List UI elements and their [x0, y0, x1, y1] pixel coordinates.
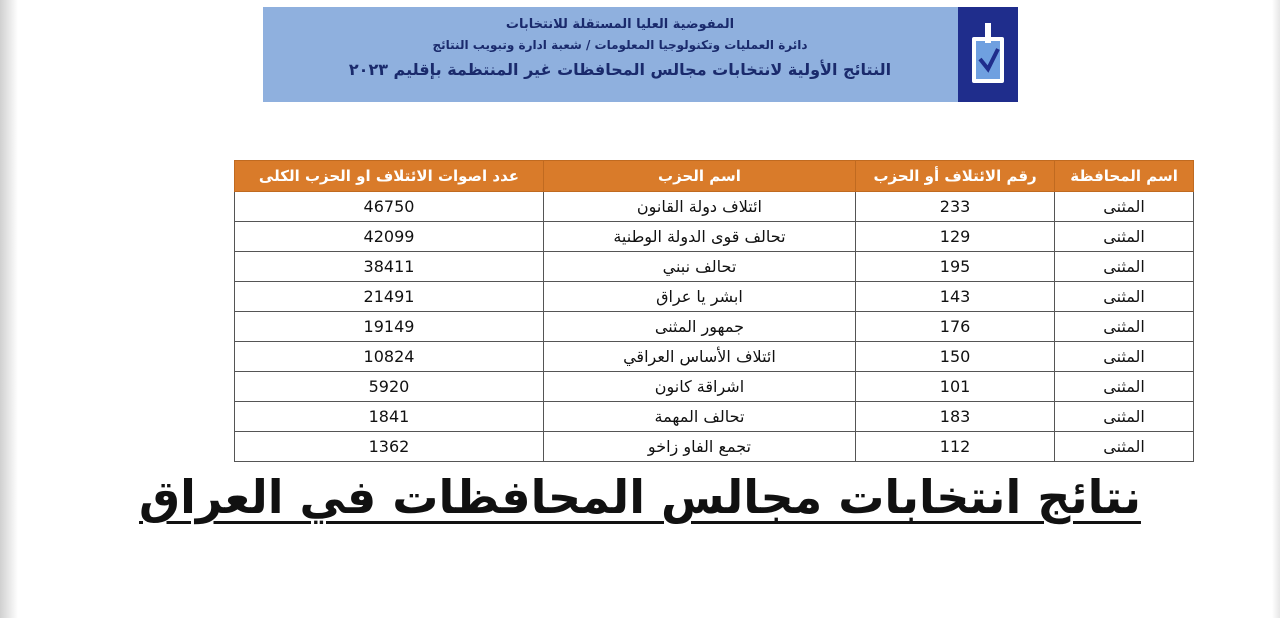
- cell-party-name: تحالف نبني: [543, 252, 855, 282]
- cell-party-number: 101: [855, 372, 1054, 402]
- table-row: [235, 312, 1194, 342]
- cell-governorate: المثنى: [1055, 432, 1194, 462]
- cell-party-number: 233: [855, 192, 1054, 222]
- cell-total-votes: 1841: [235, 402, 544, 432]
- table-row: [235, 432, 1194, 462]
- table-row: [235, 252, 1194, 282]
- headline-text: نتائج انتخابات مجالس المحافظات في العراق: [139, 470, 1141, 524]
- cell-party-number: 183: [855, 402, 1054, 432]
- headline: [100, 470, 1180, 524]
- cell-party-name: تحالف قوى الدولة الوطنية: [543, 222, 855, 252]
- cell-governorate: المثنى: [1055, 192, 1194, 222]
- cell-party-number: 176: [855, 312, 1054, 342]
- cell-governorate: المثنى: [1055, 342, 1194, 372]
- table-row: [235, 192, 1194, 222]
- cell-party-number: 150: [855, 342, 1054, 372]
- table-row: [235, 282, 1194, 312]
- cell-party-name: تحالف المهمة: [543, 402, 855, 432]
- cell-party-number: 129: [855, 222, 1054, 252]
- cell-governorate: المثنى: [1055, 282, 1194, 312]
- cell-total-votes: 46750: [235, 192, 544, 222]
- cell-governorate: المثنى: [1055, 372, 1194, 402]
- header-banner: [263, 7, 1018, 102]
- page-shadow-left: [0, 0, 18, 618]
- cell-party-name: جمهور المثنى: [543, 312, 855, 342]
- cell-party-name: ائتلاف الأساس العراقي: [543, 342, 855, 372]
- header-total-votes: عدد اصوات الائتلاف او الحزب الكلى: [235, 161, 544, 192]
- header-party-name: اسم الحزب: [543, 161, 855, 192]
- cell-party-name: تجمع الفاو زاخو: [543, 432, 855, 462]
- ballot-box-icon: [968, 19, 1008, 89]
- table-row: [235, 402, 1194, 432]
- cell-total-votes: 1362: [235, 432, 544, 462]
- cell-party-number: 143: [855, 282, 1054, 312]
- cell-governorate: المثنى: [1055, 312, 1194, 342]
- cell-party-number: 112: [855, 432, 1054, 462]
- cell-party-name: اشراقة كانون: [543, 372, 855, 402]
- cell-total-votes: 10824: [235, 342, 544, 372]
- cell-governorate: المثنى: [1055, 222, 1194, 252]
- banner-line-2: دائرة العمليات وتكنولوجيا المعلومات / شعبة ادارة وتبويب النتائج: [432, 38, 808, 52]
- table-row: [235, 222, 1194, 252]
- header-party-number: رقم الائتلاف أو الحزب: [855, 161, 1054, 192]
- commission-logo: [958, 7, 1018, 102]
- cell-total-votes: 19149: [235, 312, 544, 342]
- cell-total-votes: 42099: [235, 222, 544, 252]
- banner-text: [320, 15, 920, 85]
- cell-governorate: المثنى: [1055, 402, 1194, 432]
- cell-party-name: ابشر يا عراق: [543, 282, 855, 312]
- results-table: [234, 160, 1194, 462]
- cell-total-votes: 21491: [235, 282, 544, 312]
- table-header-row: [235, 161, 1194, 192]
- table-row: [235, 372, 1194, 402]
- cell-total-votes: 5920: [235, 372, 544, 402]
- banner-line-3: النتائج الأولية لانتخابات مجالس المحافظات غير المنتظمة بإقليم ٢٠٢٣: [348, 60, 892, 79]
- header-governorate: اسم المحافظة: [1055, 161, 1194, 192]
- cell-party-name: ائتلاف دولة القانون: [543, 192, 855, 222]
- cell-governorate: المثنى: [1055, 252, 1194, 282]
- cell-total-votes: 38411: [235, 252, 544, 282]
- table-row: [235, 342, 1194, 372]
- cell-party-number: 195: [855, 252, 1054, 282]
- banner-line-1: المفوضية العليا المستقلة للانتخابات: [505, 17, 735, 32]
- page-shadow-right: [1272, 0, 1280, 618]
